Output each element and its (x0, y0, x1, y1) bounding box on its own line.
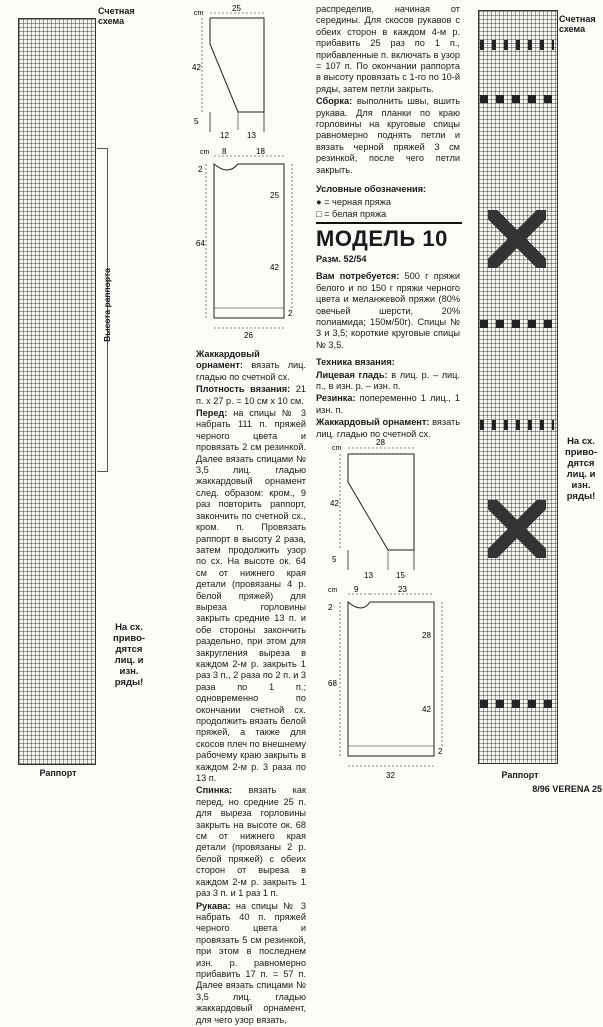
top-body-rib: 2 (288, 309, 293, 318)
bottom-body-unit: cm (328, 587, 338, 594)
bottom-body-total: 68 (328, 679, 337, 688)
right-knitting-chart (478, 10, 558, 764)
left-note-line: лиц. и (114, 655, 144, 666)
legend-black-icon: ● (316, 196, 322, 207)
top-body-armhole: 25 (270, 191, 279, 200)
instructions-left-column (196, 349, 306, 1027)
heading-jacquard-2: Жаккардовый орнамент: (316, 417, 430, 428)
right-chart-note (559, 436, 603, 502)
bottom-body-neck: 9 (354, 586, 359, 594)
text-assembly: выполнить швы, вшить рукава. Для планки по краю горловины на круговые спицы равномерно поднять петли и вязать черной пряжей 3 см резинкой, после чего петли закрыть. (316, 96, 460, 175)
model-title: МОДЕЛЬ 10 (316, 226, 448, 251)
heading-technique: Техника вязания: (316, 357, 395, 368)
top-body-shoulder: 18 (256, 147, 265, 156)
left-chart-label: Счетная схема (98, 6, 135, 26)
heading-gauge: Плотность вязания: (196, 384, 291, 395)
right-chart-band-2 (480, 95, 554, 103)
right-note-line: изн. (571, 480, 591, 491)
bottom-body-lower: 42 (422, 705, 431, 714)
text-sleeves: на спицы № 3 набрать 40 п. пряжей черного цвета и провязать 5 см резинкой, при этом в последнем изн. р. равномерно прибавить 17 п. = 57 п. Далее вязать спицами № 3,5 лиц. гладью жаккардовый орнамент, для чего узор вязать, (196, 900, 306, 1025)
model-title-underline (316, 222, 462, 224)
bottom-sleeve-br: 15 (396, 571, 405, 580)
right-chart-label: Счетная схема (559, 14, 596, 34)
bottom-sleeve-bl: 13 (364, 571, 373, 580)
left-chart-footer: Раппорт (39, 768, 77, 778)
left-chart-note (104, 622, 154, 688)
legend-white-icon: □ (316, 208, 322, 219)
right-chart-motif-2 (488, 500, 546, 558)
top-sleeve-bl: 12 (220, 131, 229, 140)
bottom-sleeve-height: 42 (330, 499, 339, 508)
top-body-small: 2 (198, 165, 203, 174)
right-chart-band-5 (480, 700, 554, 708)
bottom-sleeve-cuff: 5 (332, 555, 337, 564)
heading-sleeves: Рукава: (196, 900, 231, 911)
heading-materials: Вам потребуется: (316, 271, 400, 282)
right-note-line: дятся (567, 458, 595, 469)
size-label: Разм. 52/54 (316, 254, 367, 264)
legend-white: = белая пряжа (324, 208, 387, 219)
bottom-body-rib: 2 (438, 747, 443, 756)
bottom-body-width: 32 (386, 771, 395, 780)
top-body-total: 64 (196, 239, 205, 248)
right-note-line: На сх. (567, 436, 595, 447)
text-back: вязать как перед, но средние 25 п. для выреза горловины закрыть на высоте ок. 68 см от нижнего края детали (провязаны 2 р. белой пряжей) с обеих сторон от выреза в каждом 2-м р. закрыть 1 раз 3 п. и 1 раз 1 п. (196, 785, 306, 899)
left-note-line: ряды! (114, 677, 144, 688)
bottom-body-small: 2 (328, 603, 333, 612)
right-chart-band-3 (480, 320, 554, 328)
heading-rib: Резинка: (316, 393, 356, 404)
top-sleeve-top: 25 (232, 4, 241, 13)
left-knitting-chart (18, 18, 96, 765)
top-body-unit: cm (200, 149, 210, 156)
heading-assembly: Сборка: (316, 96, 353, 107)
right-chart-footer: Раппорт (501, 770, 539, 780)
top-sleeve-unit: cm (194, 10, 204, 17)
top-sleeve-height: 42 (192, 63, 201, 72)
top-sleeve-cuff: 5 (194, 117, 199, 126)
left-note-line: На сх. (115, 622, 143, 633)
text-gauge: 21 п. х 27 р. = 10 см х 10 см. (196, 384, 306, 406)
bottom-body-shoulder: 23 (398, 586, 407, 594)
heading-back: Спинка: (196, 785, 233, 796)
left-note-line: дятся (115, 644, 143, 655)
top-sleeve-br: 13 (247, 131, 256, 140)
top-body-lower: 42 (270, 263, 279, 272)
bottom-sleeve-unit: cm (332, 445, 342, 452)
left-note-line: приво- (112, 633, 146, 644)
right-note-line: приво- (564, 447, 598, 458)
text-sleeves-cont: распределив, начиная от середины. Для скосов рукавов с обеих сторон в каждом 4-м р. прибавить 25 раз по 1 п., прибавленные п. включать в узор = 107 п. По окончании раппорта в высоту провязать с 1-го по 10-й ряды, затем петли закрыть. (316, 4, 460, 94)
right-chart-band-1 (480, 40, 554, 50)
right-chart-motif-1 (488, 210, 546, 268)
legend-black: = черная пряжа (324, 196, 391, 207)
heading-stockinette: Лицевая гладь: (316, 369, 388, 380)
top-body-schema (196, 146, 300, 342)
right-note-line: лиц. и (566, 469, 596, 480)
text-stockinette: в лиц. р. – лиц. п., в изн. р. – изн. п. (316, 369, 460, 392)
text-materials: 500 г пряжи белого и по 150 г пряжи черного цвета и меланжевой пряжи (80% овечьей шерсти, 20% полиамида; 150м/50г). Спицы № 3 и 3,5; короткие круговые спицы № 3,5. (316, 271, 460, 350)
top-body-neck: 8 (222, 147, 227, 156)
heading-jacquard: Жаккардовый орнамент: (196, 349, 260, 371)
instructions-right-column-mid (316, 254, 460, 441)
text-jacquard-2: вязать лиц. гладью по счетной сх. (316, 417, 460, 439)
text-rib: попеременно 1 лиц., 1 изн. п. (316, 393, 460, 415)
bottom-sleeve-top: 28 (376, 438, 385, 447)
page-footer: 8/96 VERENA 25 (532, 784, 602, 794)
heading-front: Перед: (196, 408, 228, 419)
text-jacquard: вязать лиц. гладью по счетной сх. (196, 360, 306, 382)
right-chart-band-4 (480, 420, 554, 430)
left-note-line: изн. (119, 666, 139, 677)
top-sleeve-schema (188, 4, 288, 140)
right-note-line: ряды! (566, 491, 596, 502)
legend-title: Условные обозначения: (316, 184, 427, 195)
bottom-body-schema (322, 586, 454, 782)
instructions-right-column-top (316, 4, 460, 221)
top-body-width: 26 (244, 331, 253, 340)
bottom-sleeve-schema (326, 436, 436, 582)
text-front: на спицы № 3 набрать 111 п. пряжей черного цвета и провязать 2 см резинкой. Далее вязать спицами № 3,5 лиц. гладью жаккардовый орнамент след. образом: кром., 9 раз повторить раппорт, закончить по счетной сх., кром. п. Провязать раппорт в высоту 2 раза, затем продолжить узор по сх. На высоте ок. 64 см от нижнего края детали (провязаны 4 р. белой пряжей) для выреза горловины закрыть средние 13 п. и обе стороны закончить раздельно, при этом для закругления выреза в каждом 2-м р. закрыть 1 раз 3 п., 2 раза по 2 п. и 3 раза по 1 п.; одновременно по окончании счетной сх. продолжить вязать белой пряжей, а также для скосов плеч по внешнему рабочему краю закрыть в каждом 2-м р. 3 раза по 13 п. (196, 408, 307, 784)
bottom-body-armhole: 28 (422, 631, 431, 640)
left-chart-side-label: Высота раппорта (102, 268, 112, 342)
